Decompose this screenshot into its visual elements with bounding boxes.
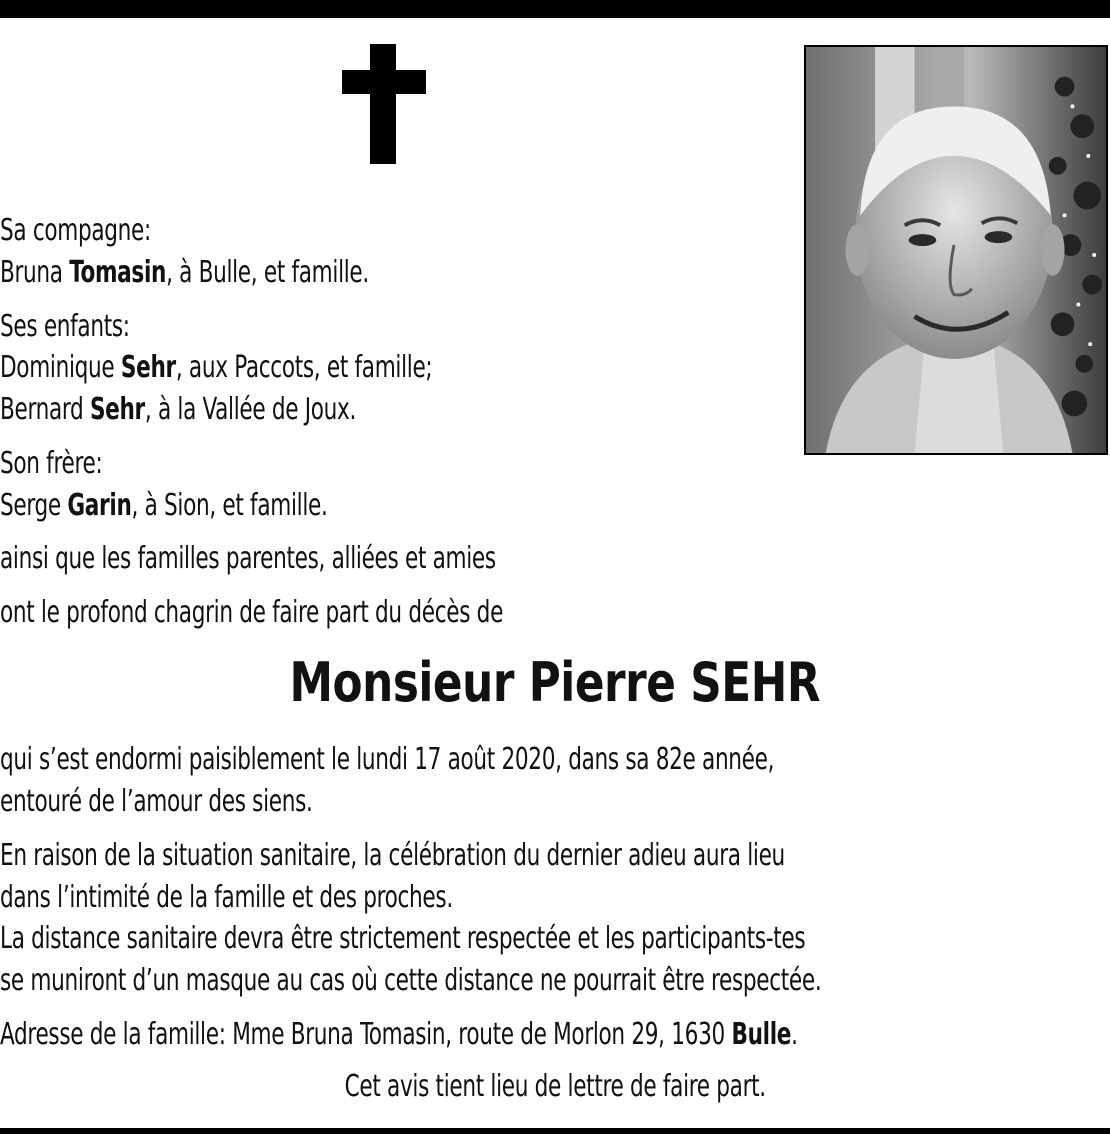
ceremony-line-1: En raison de la situation sanitaire, la célébration du dernier adieu aura lieu xyxy=(0,838,785,873)
bottom-rule xyxy=(0,1128,1110,1134)
deceased-name: Monsieur Pierre SEHR xyxy=(289,651,821,714)
ceremony-line-2: dans l’intimité de la famille et des proches. xyxy=(0,880,453,915)
companion-label: Sa compagne: xyxy=(0,213,151,248)
distance-line-2: se muniront d’un masque au cas où cette distance ne pourrait être respectée. xyxy=(0,963,822,998)
closing-note: Cet avis tient lieu de lettre de faire part. xyxy=(344,1069,766,1104)
brother-line: Serge Garin, à Sion, et famille. xyxy=(0,488,328,523)
announcement-line-1: ainsi que les familles parentes, alliées et amies xyxy=(0,541,496,576)
announcement-line-2: ont le profond chagrin de faire part du décès de xyxy=(0,595,504,630)
portrait-photo xyxy=(804,45,1108,455)
top-rule xyxy=(0,0,1110,18)
child-line-1: Dominique Sehr, aux Paccots, et famille; xyxy=(0,350,433,385)
death-line-2: entouré de l’amour des siens. xyxy=(0,784,313,819)
death-line-1: qui s’est endormi paisiblement le lundi 17 août 2020, dans sa 82e année, xyxy=(0,742,775,777)
companion-line: Bruna Tomasin, à Bulle, et famille. xyxy=(0,255,369,290)
brother-label: Son frère: xyxy=(0,446,103,481)
distance-line-1: La distance sanitaire devra être strictement respectée et les participants-tes xyxy=(0,921,806,956)
children-label: Ses enfants: xyxy=(0,309,130,344)
family-address: Adresse de la famille: Mme Bruna Tomasin, route de Morlon 29, 1630 Bulle. xyxy=(0,1017,798,1052)
latin-cross-icon xyxy=(342,44,426,164)
child-line-2: Bernard Sehr, à la Vallée de Joux. xyxy=(0,392,357,427)
